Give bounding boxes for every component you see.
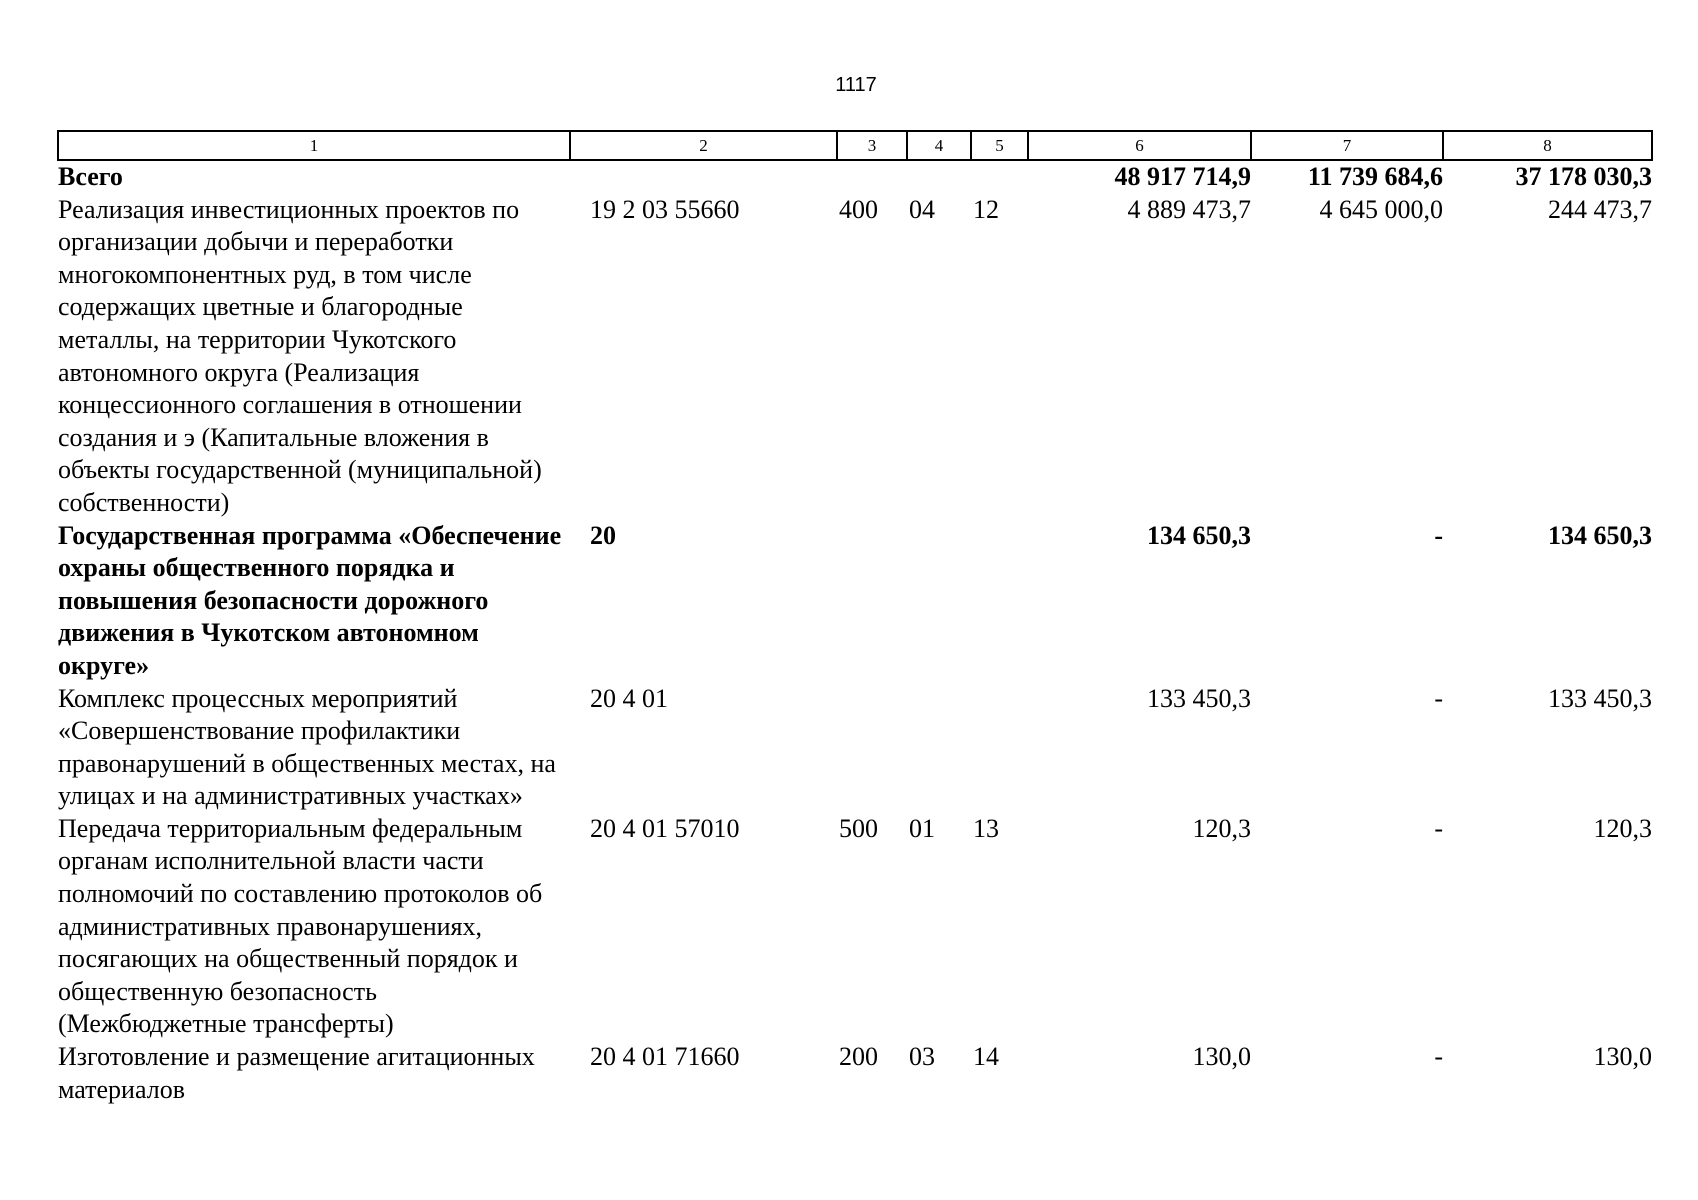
- row-col5: 12: [973, 194, 999, 224]
- column-header-7: 7: [1251, 131, 1443, 160]
- row-value-7: 11 739 684,6: [1307, 162, 1443, 191]
- row-code: 20 4 01 71660: [590, 1042, 740, 1072]
- row-col5: 14: [973, 1042, 999, 1072]
- table-row: [58, 194, 1652, 520]
- row-col5: [971, 520, 1028, 683]
- row-col4: 04: [909, 194, 935, 224]
- row-col3: 400: [839, 194, 878, 224]
- row-value-8: 133 450,3: [1548, 683, 1652, 713]
- row-col4: [907, 683, 971, 813]
- row-value-7: -: [1434, 683, 1443, 713]
- row-col5: 13: [973, 813, 999, 843]
- row-value-8: 244 473,7: [1548, 194, 1652, 224]
- row-value-7: -: [1434, 520, 1443, 550]
- table-row: [58, 683, 1652, 813]
- table-row-program: [58, 520, 1652, 683]
- table-row: [58, 813, 1652, 1041]
- table-row-total: [58, 160, 1652, 194]
- row-col3: 500: [839, 813, 878, 843]
- row-col3: 200: [839, 1042, 878, 1072]
- row-name: Государственная программа «Обеспечение охраны общественного порядка и повышения безопасности дорожного движения в Чукотском автономном округе»: [58, 520, 562, 680]
- row-value-6: 120,3: [1192, 813, 1251, 843]
- row-name: Комплекс процессных мероприятий «Совершенствование профилактики правонарушений в общественных местах, на улицах и на административных участках»: [58, 683, 556, 811]
- row-value-7: -: [1434, 1042, 1443, 1072]
- row-code: 19 2 03 55660: [590, 194, 740, 224]
- column-number-header-row: [58, 131, 1652, 160]
- row-col3: [837, 520, 907, 683]
- row-value-6: 48 917 714,9: [1114, 162, 1251, 191]
- row-name: Изготовление и размещение агитационных материалов: [58, 1042, 535, 1104]
- column-header-2: 2: [570, 131, 837, 160]
- row-code: [570, 160, 837, 194]
- table-row: [58, 1041, 1652, 1106]
- row-name: Всего: [58, 162, 123, 191]
- column-header-4: 4: [907, 131, 971, 160]
- column-header-8: 8: [1443, 131, 1652, 160]
- row-col4: [907, 520, 971, 683]
- row-value-8: 130,0: [1593, 1042, 1652, 1072]
- row-name: Реализация инвестиционных проектов по организации добычи и переработки многокомпонентных руд, в том числе содержащих цветные и благородные металлы, на территории Чукотского автономного округа (Реализация концессионного соглашения в отношении создания и э (Капитальные вложения в объекты государственной (муниципальной) собственности): [58, 194, 542, 517]
- row-col3: [837, 160, 907, 194]
- row-name: Передача территориальным федеральным органам исполнительной власти части полномочий по составлению протоколов об административных правонарушениях, посягающих на общественный порядок и общественную безопасность (Межбюджетные трансферты): [58, 813, 543, 1039]
- column-header-1: 1: [58, 131, 570, 160]
- row-value-6: 134 650,3: [1147, 520, 1251, 550]
- row-code: 20 4 01 57010: [590, 813, 740, 843]
- column-header-6: 6: [1028, 131, 1251, 160]
- row-col5: [971, 683, 1028, 813]
- row-code: 20: [590, 520, 616, 550]
- column-header-5: 5: [971, 131, 1028, 160]
- row-col3: [837, 683, 907, 813]
- row-col5: [971, 160, 1028, 194]
- row-code: 20 4 01: [590, 683, 668, 713]
- row-value-7: 4 645 000,0: [1319, 194, 1443, 224]
- column-header-3: 3: [837, 131, 907, 160]
- row-value-8: 134 650,3: [1548, 520, 1652, 550]
- budget-table: [57, 130, 1653, 1106]
- row-col4: 01: [909, 813, 935, 843]
- row-value-8: 37 178 030,3: [1515, 162, 1652, 191]
- row-col4: [907, 160, 971, 194]
- page-number: 1117: [835, 74, 877, 96]
- row-value-6: 130,0: [1192, 1042, 1251, 1072]
- row-value-6: 133 450,3: [1147, 683, 1251, 713]
- row-value-6: 4 889 473,7: [1127, 194, 1251, 224]
- row-col4: 03: [909, 1042, 935, 1072]
- row-value-8: 120,3: [1593, 813, 1652, 843]
- row-value-7: -: [1434, 813, 1443, 843]
